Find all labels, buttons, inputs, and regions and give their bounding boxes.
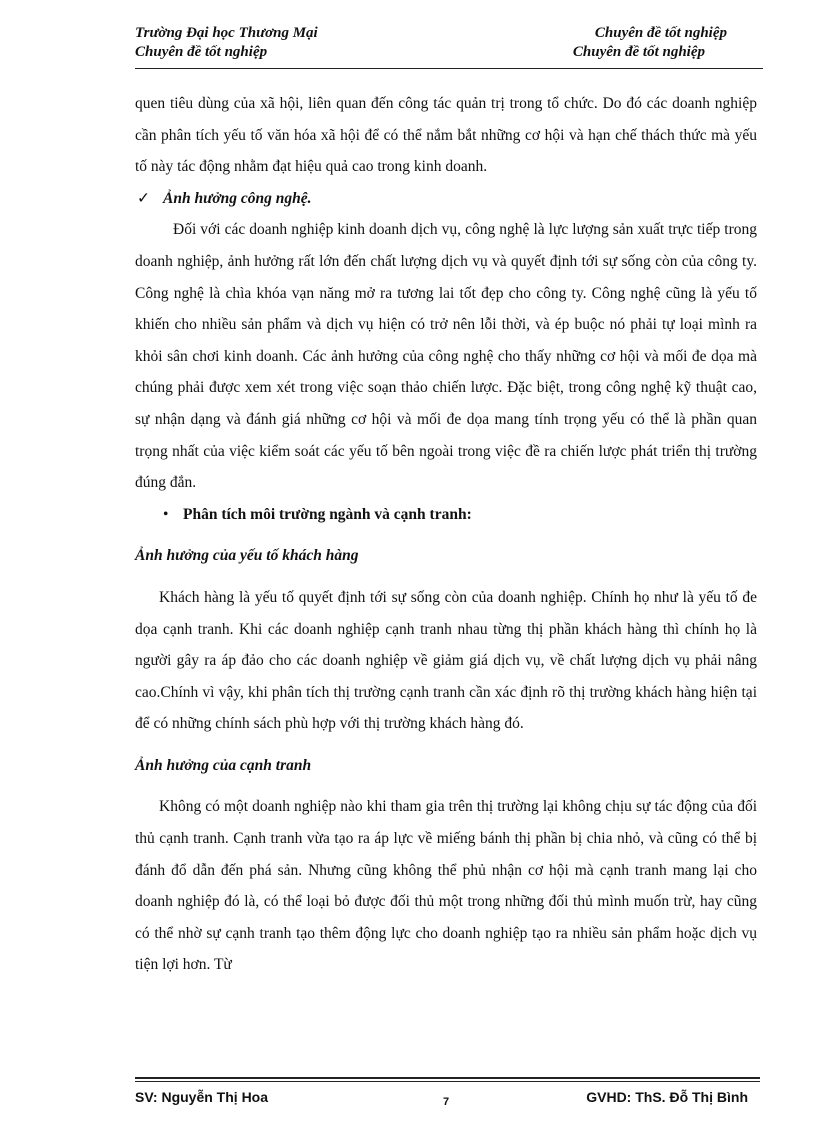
- heading-competition: Ảnh hưởng của cạnh tranh: [135, 756, 312, 774]
- header-title-left: Chuyên đề tốt nghiệp: [135, 44, 268, 60]
- header-row-1: [135, 24, 763, 43]
- page-number: 7: [443, 1096, 450, 1108]
- heading-customer: Ảnh hưởng của yếu tố khách hàng: [135, 547, 359, 565]
- heading-industry-analysis-text: Phân tích môi trường ngành và cạnh tranh:: [183, 505, 472, 523]
- header-row-2: [135, 43, 763, 62]
- student-name: SV: Nguyễn Thị Hoa: [135, 1089, 269, 1105]
- bullet-icon: •: [163, 505, 169, 523]
- heading-industry-analysis: [135, 499, 757, 531]
- page-body: [135, 88, 757, 981]
- paragraph-technology: Đối với các doanh nghiệp kinh doanh dịch vụ, công nghệ là lực lượng sản xuất trực tiếp trong doanh nghiệp, ảnh hưởng rất lớn đến chất lượng dịch vụ và quyết định tới sự sống còn của công ty. Công nghệ là chìa khóa vạn năng mở ra tương lai tốt đẹp cho công ty. Công nghệ cũng là yếu tố khiến cho nhiều sản phẩm và dịch vụ hiện có trở nên lỗi thời, và ép buộc nó phải tự loại mình ra khỏi sân chơi kinh doanh. Các ảnh hưởng của công nghệ cho thấy những cơ hội và mối đe dọa mà chúng phải được xem xét trong việc soạn thảo chiến lược. Đặc biệt, trong công nghệ kỹ thuật cao, sự nhận dạng và đánh giá những cơ hội và mối đe dọa mang tính trọng yếu có thể là phần quan trọng nhất của việc kiểm soát các yếu tố bên ngoài trong việc đề ra chiến lược phát triển thị trường đúng đắn.: [135, 221, 757, 492]
- paragraph-culture: quen tiêu dùng của xã hội, liên quan đến công tác quản trị trong tổ chức. Do đó các doanh nghiệp cần phân tích yếu tố văn hóa xã hội để có thể nắm bắt những cơ hội và hạn chế thách thức mà yếu tố này tác động nhằm đạt hiệu quả cao trong kinh doanh.: [135, 95, 757, 176]
- page-header: [135, 24, 763, 69]
- checkmark-icon: ✓: [137, 189, 150, 207]
- heading-technology: [135, 183, 757, 215]
- header-title-right: Chuyên đề tốt nghiệp: [594, 25, 727, 41]
- header-title-right-2: Chuyên đề tốt nghiệp: [572, 44, 705, 60]
- paragraph-customer: Khách hàng là yếu tố quyết định tới sự sống còn của doanh nghiệp. Chính họ như là yếu tố đe dọa cạnh tranh. Khi các doanh nghiệp cạnh tranh nhau từng thị phần khách hàng thì chính họ là người gây ra áp đảo cho các doanh nghiệp về giảm giá dịch vụ, về chất lượng dịch vụ phải nâng cao.Chính vì vậy, khi phân tích thị trường cạnh tranh cần xác định rõ thị trường khách hàng hiện tại để có những chính sách phù hợp với thị trường khách hàng đó.: [135, 588, 757, 733]
- heading-technology-text: Ảnh hưởng công nghệ.: [163, 189, 312, 207]
- school-name: Trường Đại học Thương Mại: [135, 25, 318, 41]
- footer-rule: [135, 1081, 760, 1082]
- advisor-name: GVHD: ThS. Đỗ Thị Bình: [586, 1089, 748, 1105]
- paragraph-competition: Không có một doanh nghiệp nào khi tham gia trên thị trường lại không chịu sự tác động của đối thủ cạnh tranh. Cạnh tranh vừa tạo ra áp lực về miếng bánh thị phần bị chia nhỏ, và cũng có thể bị đánh đổ dẫn đến phá sản. Nhưng cũng không thể phủ nhận cơ hội mà cạnh tranh mang lại cho doanh nghiệp đó là, có thể loại bỏ được đối thủ một trong những đối thủ mình muốn trừ, hay cũng có thể nhờ sự cạnh tranh tạo thêm động lực cho doanh nghiệp tạo ra nhiều sản phẩm hoặc dịch vụ tiện lợi hơn. Từ: [135, 798, 757, 974]
